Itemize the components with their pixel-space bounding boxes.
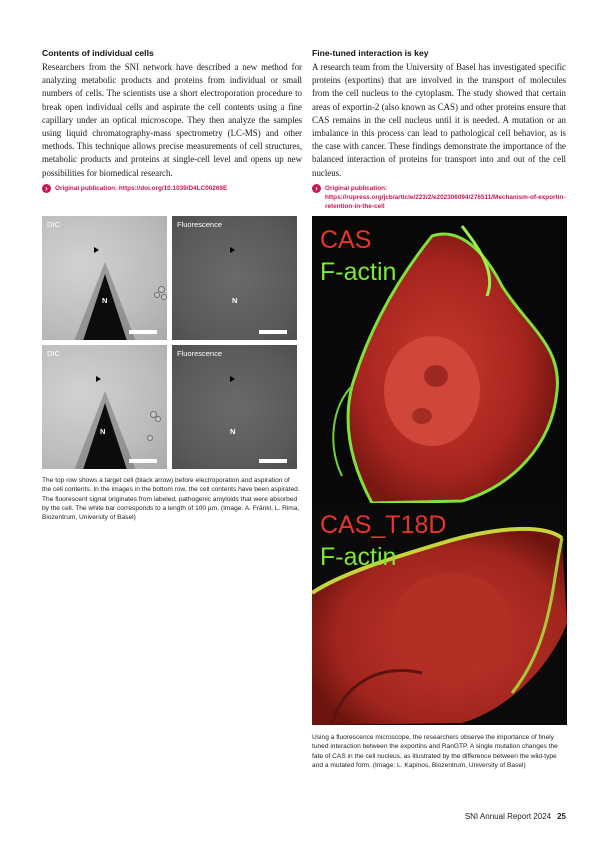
fluorescence-label: Fluorescence — [177, 220, 223, 229]
nucleus-label: N — [100, 427, 106, 436]
right-body: A research team from the University of Basel has investigated specific proteins (exportins) that are involved in the transport of molecules from the cell nucleus to the cytoplasm. The study showed that certain areas of exportin-2 (also known as CAS) and other proteins ensure that CAS remains in the cell nucleus until it is needed. A mutation or an imbalance in this process can lead to pathological cell behavior, as is the case with cancer. These findings demonstrate the importance of the balanced interaction of proteins for transport into and out of the cell nucleus. — [312, 62, 566, 178]
left-figure-caption: The top row shows a target cell (black arrow) before electroporation and aspiration of the cell contents. In the images in the bottom row, the cell contents have been aspirated. The fluorescent signal originates from labeled, pathogenic amyloids that were absorbed by the cell. The white bar corresponds to a length of 100 µm. (Image: A. Fränkl, L. Rima, Biozentrum, University of Basel) — [42, 477, 300, 522]
target-arrow-icon — [230, 247, 235, 253]
dic-label: DIC — [47, 220, 60, 229]
f-actin-label: F-actin — [320, 258, 397, 286]
dic-panel-bottom — [42, 345, 167, 469]
right-figure-caption: Using a fluorescence microscope, the researchers observe the importance of finely tuned interaction between the exportins and RanGTP. A single mutation changes the fate of CAS in the cell nucleus, as illustrated by the difference between the wild-type and a mutated form. (Image: L. Kapinos, Biozentrum, University of Basel) — [312, 734, 558, 769]
right-heading: Fine-tuned interaction is key — [312, 48, 429, 58]
target-arrow-icon — [96, 376, 101, 382]
target-arrow-icon — [230, 376, 235, 382]
arrow-circle-icon: › — [42, 184, 51, 193]
right-publication-link[interactable] — [312, 184, 566, 211]
right-link-text: Original publication: https://rupress.org/jcb/article/223/2/e202306094/276511/Mechanism-of-exportin-retention-in-the-cell — [325, 184, 566, 210]
left-article — [42, 48, 302, 193]
page-number: 25 — [557, 812, 566, 821]
page-footer — [465, 812, 566, 821]
report-title: SNI Annual Report 2024 — [464, 812, 552, 821]
nucleus-label: N — [232, 296, 238, 305]
cas-t18d-confocal-image — [312, 503, 567, 725]
cas-t18d-label: CAS_T18D — [320, 511, 447, 539]
scale-bar — [129, 330, 157, 334]
dic-label: DIC — [47, 349, 60, 358]
target-arrow-icon — [94, 247, 99, 253]
scale-bar — [259, 459, 287, 463]
left-heading: Contents of individual cells — [42, 48, 154, 58]
capillary-tip — [82, 403, 128, 469]
left-link-text: Original publication: https://doi.org/10.1039/D4LC00269E — [55, 184, 228, 192]
left-body: Researchers from the SNI network have described a new method for analyzing metabolic products and proteins from individual or small numbers of cells. The scientists use a short electroporation procedure to break open individual cells and aspirate the cell contents using a fine capillary under an optical microscope. They then analyze the samples using liquid chromatography-mass spectrometry (LC-MS) and other methods. This technique allows precise measurements of cell structures, metabolic products and proteins at single-cell level and opens up new possibilities for biomedical research. — [42, 62, 302, 178]
nucleus-label: N — [230, 427, 236, 436]
dic-panel-top — [42, 216, 167, 340]
fluorescence-panel-top — [172, 216, 297, 340]
capillary-tip — [82, 274, 128, 340]
f-actin-label: F-actin — [320, 543, 397, 571]
left-publication-link[interactable] — [42, 184, 302, 193]
nucleus-label: N — [102, 296, 108, 305]
cas-label: CAS — [320, 226, 372, 254]
cas-confocal-image — [312, 216, 567, 503]
scale-bar — [129, 459, 157, 463]
right-article — [312, 48, 566, 211]
fluorescence-label: Fluorescence — [177, 349, 223, 358]
fluorescence-panel-bottom — [172, 345, 297, 469]
arrow-circle-icon: › — [312, 184, 321, 193]
scale-bar — [259, 330, 287, 334]
